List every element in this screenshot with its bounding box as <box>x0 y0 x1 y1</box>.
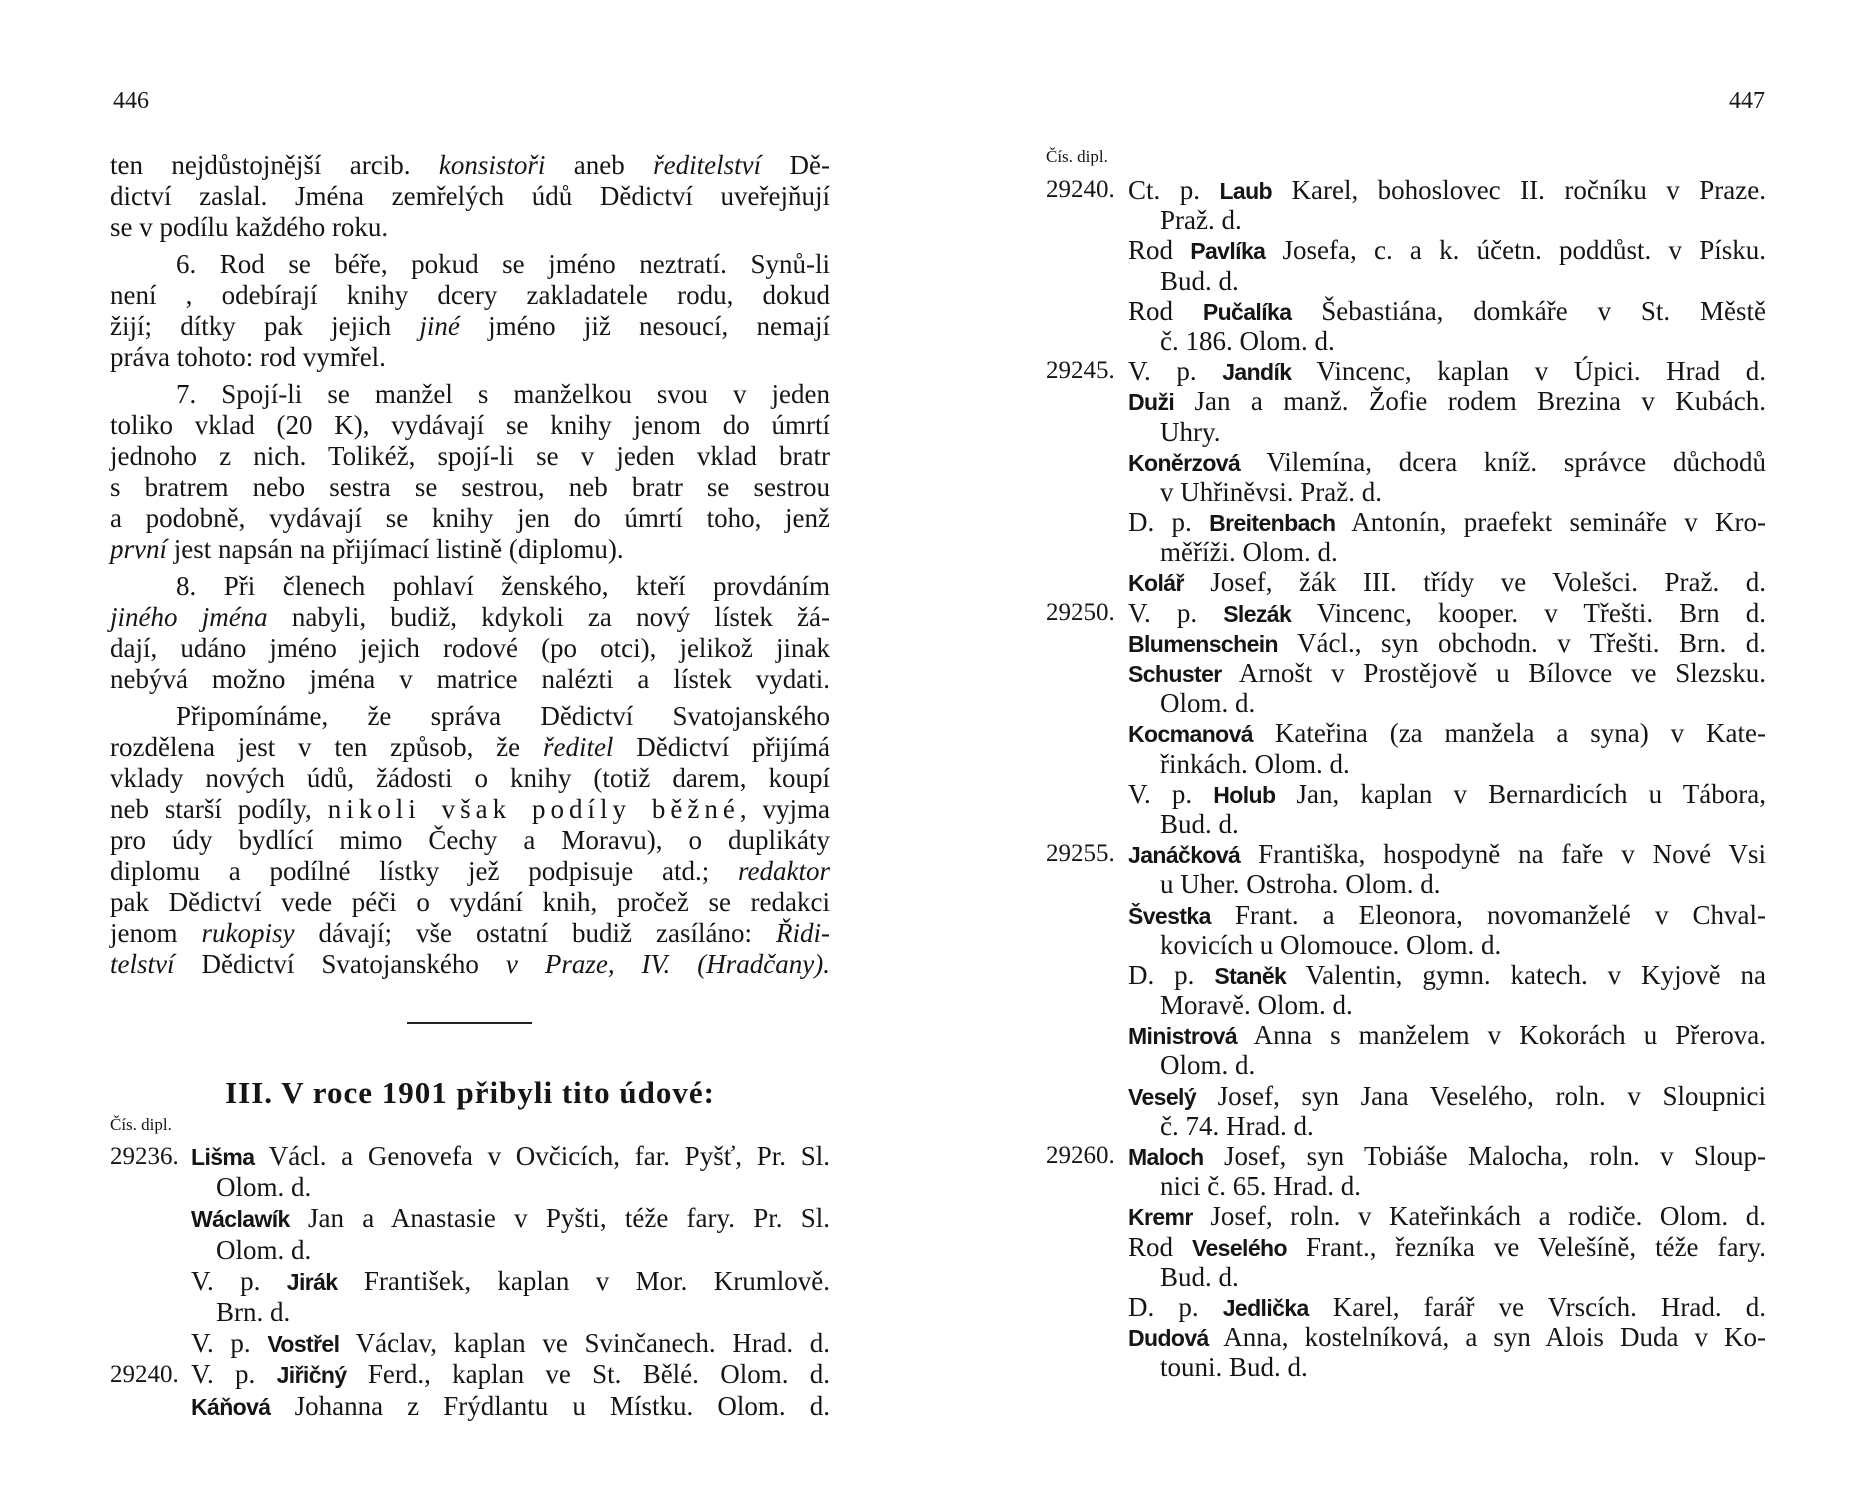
member-entry <box>1046 386 1766 416</box>
text-run: měříži. Olom. d. <box>1160 537 1338 568</box>
member-entry <box>1046 1081 1766 1111</box>
member-name: Maloch <box>1128 1144 1204 1170</box>
text-run: řinkách. Olom. d. <box>1160 748 1350 779</box>
member-entry-continuation <box>1046 809 1766 839</box>
member-entry <box>1046 507 1766 537</box>
member-name: Kolář <box>1128 570 1184 597</box>
text-run: Bud. d. <box>1160 265 1239 296</box>
member-entry <box>110 1141 830 1172</box>
text-run: D. p. <box>1128 959 1215 990</box>
paragraph <box>110 701 830 980</box>
text-run: č. 186. Olom. d. <box>1160 325 1335 356</box>
text-run: a podobně, vydávají se knihy jen do úmrtí toho, jenž <box>110 503 830 533</box>
text-run: diplomu a podílné lístky jež podpisuje atd.; <box>110 856 739 886</box>
member-entry-continuation <box>1046 537 1766 567</box>
text-run: Františka, hospodyně na faře v Nové Vsi <box>1240 839 1766 870</box>
member-entry <box>1046 628 1766 658</box>
member-name: Lišma <box>191 1144 255 1170</box>
text-line <box>110 887 830 918</box>
paragraph <box>110 571 830 695</box>
member-entry <box>1046 718 1766 748</box>
text-run: s bratrem nebo sestra se sestrou, neb bratr se sestrou <box>110 472 830 502</box>
text-run: V. p. <box>191 1359 277 1390</box>
member-name: Jiřičný <box>276 1362 347 1389</box>
left-page-number: 446 <box>113 88 149 114</box>
text-run: jest napsán na přijímací listině (diplomu). <box>167 534 624 564</box>
member-name: Pučalíka <box>1202 298 1292 325</box>
member-name: Veselý <box>1128 1083 1197 1110</box>
text-run: Rod <box>1128 1231 1193 1262</box>
member-name: Schuster <box>1128 661 1222 687</box>
text-line <box>110 342 830 373</box>
text-line <box>110 441 830 472</box>
text-run: Jan a Anastasie v Pyšti, téže fary. Pr. Sl. <box>289 1203 830 1234</box>
italic-text: v Praze, IV. (Hradčany). <box>505 949 830 979</box>
text-run: Josef, syn Tobiáše Malocha, roln. v Sloup- <box>1203 1141 1766 1171</box>
text-run: Josefa, c. a k. účetn. poddůst. v Písku. <box>1265 235 1766 266</box>
paragraph <box>110 379 830 565</box>
italic-text: konsistoři <box>438 150 546 180</box>
text-run: Václav, kaplan ve Svinčanech. Hrad. d. <box>339 1328 830 1359</box>
member-name: Pavlíka <box>1190 238 1266 265</box>
text-run: Václ. a Genovefa v Ovčicích, far. Pyšť, Pr. Sl. <box>254 1141 830 1171</box>
member-entry-continuation <box>1046 266 1766 296</box>
member-name: Dudová <box>1128 1325 1209 1352</box>
text-run: Karel, farář ve Vrscích. Hrad. d. <box>1308 1291 1767 1322</box>
text-run: dají, udáno jméno jejich rodové (po otci), jelikož jinak <box>110 633 830 663</box>
member-entry <box>110 1266 830 1297</box>
member-name: Koněrzová <box>1128 449 1241 476</box>
diploma-number: 29240. <box>110 1361 179 1389</box>
text-line <box>110 249 830 280</box>
text-run: jednoho z nich. Tolikéž, spojí-li se v jeden vklad bratr <box>110 441 830 471</box>
text-run: Moravě. Olom. d. <box>1160 990 1353 1021</box>
text-line <box>110 534 830 565</box>
text-run: František, kaplan v Mor. Krumlově. <box>337 1265 830 1296</box>
member-name: Veselého <box>1192 1234 1287 1261</box>
text-run: Olom. d. <box>1160 688 1256 719</box>
text-run: 6. Rod se béře, pokud se jméno neztratí. Synů-li <box>176 249 830 279</box>
text-line <box>110 379 830 410</box>
member-entry <box>1046 1232 1766 1262</box>
text-run: Uhry. <box>1160 416 1221 447</box>
italic-text: jiné <box>419 311 460 341</box>
diploma-number: 29255. <box>1046 840 1115 868</box>
member-name: Jandík <box>1222 359 1292 386</box>
text-run: Brn. d. <box>216 1296 291 1327</box>
member-entry-continuation <box>1046 1111 1766 1141</box>
text-run: aneb <box>545 150 654 180</box>
text-run: toliko vklad (20 K), vydávají se knihy jenom do úmrtí <box>110 410 830 440</box>
text-run: jméno již nesoucí, nemají <box>459 311 830 341</box>
text-run: Jan, kaplan v Bernardicích u Tábora, <box>1275 778 1766 809</box>
member-entry <box>1046 1201 1766 1231</box>
member-name: Staněk <box>1214 962 1287 989</box>
member-entry-continuation <box>1046 1352 1766 1382</box>
member-entry <box>110 1359 830 1390</box>
text-run: neb starší podíly, <box>110 794 328 824</box>
member-entry-continuation <box>110 1297 830 1328</box>
text-run: práva tohoto: rod vymřel. <box>110 342 386 372</box>
text-run: V. p. <box>191 1265 287 1296</box>
member-name: Duži <box>1128 389 1175 416</box>
member-name: Blumenschein <box>1128 630 1279 657</box>
member-name: Jirák <box>286 1268 338 1295</box>
text-run: Václ., syn obchodn. v Třešti. Brn. d. <box>1278 627 1766 658</box>
text-line <box>110 664 830 695</box>
text-run: jenom <box>110 918 202 948</box>
member-name: Holub <box>1213 781 1276 808</box>
member-entry <box>1046 567 1766 597</box>
text-run: Josef, žák III. třídy ve Volešci. Praž. d. <box>1183 567 1766 598</box>
member-entry-continuation <box>1046 930 1766 960</box>
member-entry-continuation <box>1046 1171 1766 1201</box>
text-run: Jan a manž. Žofie rodem Brezina v Kubách. <box>1174 386 1766 417</box>
text-run: v Uhřiněvsi. Praž. d. <box>1160 476 1382 507</box>
text-run: , vyjma <box>739 794 830 824</box>
italic-text: telství <box>110 949 175 979</box>
member-entry-continuation <box>1046 417 1766 447</box>
section-heading: III. V roce 1901 přibyli tito údové: <box>225 1075 715 1110</box>
diploma-number: 29245. <box>1046 357 1115 385</box>
text-run: Kateřina (za manžela a syna) v Kate- <box>1252 718 1766 749</box>
text-run: V. p. <box>191 1328 268 1359</box>
member-entry <box>1046 296 1766 326</box>
text-run: Olom. d. <box>216 1172 312 1203</box>
text-run: Josef, roln. v Kateřinkách a rodiče. Olom. d. <box>1192 1201 1766 1232</box>
text-run: Vincenc, kaplan v Úpici. Hrad d. <box>1291 356 1766 387</box>
member-entry-continuation <box>1046 990 1766 1020</box>
member-name: Káňová <box>191 1393 271 1420</box>
member-entry-continuation <box>1046 869 1766 899</box>
text-line <box>110 633 830 664</box>
text-line <box>110 311 830 342</box>
text-run: Rod <box>1128 235 1191 266</box>
text-run: Bud. d. <box>1160 808 1239 839</box>
text-run: Karel, bohoslovec II. ročníku v Praze. <box>1272 175 1766 205</box>
member-entry <box>1046 1020 1766 1050</box>
text-run: dictví zaslal. Jména zemřelých údů Dědictví uveřejňují <box>110 181 830 211</box>
text-run: Bud. d. <box>1160 1261 1239 1292</box>
text-line <box>110 763 830 794</box>
member-entry-continuation <box>110 1172 830 1203</box>
text-run: dávají; vše ostatní budiž zasíláno: <box>294 918 776 948</box>
member-name: Kremr <box>1128 1204 1193 1231</box>
member-entry <box>1046 235 1766 265</box>
text-run: V. p. <box>1128 597 1224 628</box>
member-entry <box>1046 839 1766 869</box>
italic-text: redaktor <box>738 856 830 886</box>
text-run: Anna, kostelníková, a syn Alois Duda v Ko- <box>1208 1322 1766 1353</box>
paragraph <box>110 249 830 373</box>
text-run: Dědictví přijímá <box>613 732 830 762</box>
member-entry-continuation <box>1046 1262 1766 1292</box>
member-name: Kocmanová <box>1128 721 1253 748</box>
member-entry <box>1046 356 1766 386</box>
member-entry <box>1046 960 1766 990</box>
text-run: rozdělena jest v ten způsob, že <box>110 732 543 762</box>
right-member-list <box>1046 175 1766 1383</box>
paragraph <box>110 150 830 243</box>
text-run: Praž. d. <box>1160 205 1242 236</box>
text-run: Vilemína, dcera kníž. správce důchodů <box>1240 446 1766 477</box>
member-entry <box>1046 1322 1766 1352</box>
text-run: ten nejdůstojnější arcib. <box>110 150 439 180</box>
italic-text: první <box>110 534 167 564</box>
text-line <box>110 212 830 243</box>
text-line <box>110 825 830 856</box>
text-line <box>110 571 830 602</box>
italic-text: Řidi- <box>776 918 830 948</box>
text-run: pak Dědictví vede péči o vydání knih, pročež se redakci <box>110 887 830 917</box>
text-run: se v podílu každého roku. <box>110 212 389 242</box>
member-entry <box>110 1203 830 1234</box>
member-entry <box>1046 1141 1766 1171</box>
text-run: Frant., řezníka ve Velešíně, téže fary. <box>1286 1231 1766 1262</box>
text-run: Dě- <box>761 150 831 180</box>
member-entry-continuation <box>1046 205 1766 235</box>
member-entry-continuation <box>1046 477 1766 507</box>
text-run: V. p. <box>1128 778 1214 809</box>
text-run: č. 74. Hrad. d. <box>1160 1110 1314 1141</box>
text-run: Šebastiána, domkáře v St. Městě <box>1291 295 1766 326</box>
italic-text: rukopisy <box>201 918 295 948</box>
text-run: Olom. d. <box>1160 1050 1256 1081</box>
text-run: není , odebírají knihy dcery zakladatele rodu, dokud <box>110 280 830 310</box>
text-run: Josef, syn Jana Veselého, roln. v Sloupnici <box>1196 1080 1766 1111</box>
text-run: Antonín, praefekt semináře v Kro- <box>1335 507 1767 538</box>
text-line <box>110 503 830 534</box>
text-line <box>110 856 830 887</box>
text-run: Valentin, gymn. katech. v Kyjově na <box>1286 959 1766 990</box>
section-divider <box>407 1022 532 1024</box>
text-line <box>110 732 830 763</box>
member-name: Jedlička <box>1222 1294 1309 1321</box>
member-entry-continuation <box>1046 1050 1766 1080</box>
text-run: D. p. <box>1128 507 1210 538</box>
left-column-label: Čís. dipl. <box>110 1115 172 1134</box>
text-run: nici č. 65. Hrad. d. <box>1160 1171 1361 1202</box>
text-run: nebývá možno jména v matrice nalézti a lístek vydati. <box>110 664 830 694</box>
diploma-number: 29260. <box>1046 1142 1115 1169</box>
left-member-list <box>110 1141 830 1422</box>
text-line <box>110 181 830 212</box>
italic-text: jiného jména <box>110 602 268 632</box>
member-entry <box>110 1391 830 1422</box>
text-run: pro údy bydlící mimo Čechy a Moravu), o duplikáty <box>110 825 830 855</box>
text-line <box>110 280 830 311</box>
member-name: Ministrová <box>1128 1023 1238 1050</box>
text-run: Anna s manželem v Kokorách u Přerova. <box>1237 1020 1766 1051</box>
member-name: Švestka <box>1128 902 1211 929</box>
diploma-number: 29240. <box>1046 176 1115 203</box>
right-column-label: Čís. dipl. <box>1046 147 1108 166</box>
member-entry-continuation <box>110 1235 830 1266</box>
text-line <box>110 602 830 633</box>
member-entry <box>1046 779 1766 809</box>
member-entry-continuation <box>1046 326 1766 356</box>
text-run: Olom. d. <box>216 1234 312 1265</box>
member-name: Vostřel <box>267 1331 340 1358</box>
text-run: Ferd., kaplan ve St. Bělé. Olom. d. <box>346 1359 830 1390</box>
text-line <box>110 949 830 980</box>
text-run: Arnošt v Prostějově u Bílovce ve Slezsku. <box>1221 658 1766 688</box>
member-entry <box>1046 1292 1766 1322</box>
member-entry <box>110 1328 830 1359</box>
member-name: Breitenbach <box>1209 510 1336 537</box>
text-run: kovicích u Olomouce. Olom. d. <box>1160 929 1502 960</box>
text-run: V. p. <box>1128 356 1223 387</box>
member-entry <box>1046 658 1766 688</box>
left-page-body-text <box>110 150 830 980</box>
member-name: Laub <box>1219 178 1273 204</box>
text-line <box>110 794 830 825</box>
member-entry <box>1046 447 1766 477</box>
member-entry <box>1046 900 1766 930</box>
member-name: Slezák <box>1223 600 1292 627</box>
diploma-number: 29236. <box>110 1143 179 1170</box>
right-page-number: 447 <box>1729 88 1765 114</box>
text-run: touni. Bud. d. <box>1160 1352 1308 1383</box>
text-run: nabyli, budiž, kdykoli za nový lístek žá- <box>267 602 830 632</box>
diploma-number: 29250. <box>1046 598 1115 626</box>
member-name: Janáčková <box>1128 842 1241 869</box>
member-name: Wáclawík <box>191 1206 290 1233</box>
text-run: nikoli však podíly běžné <box>327 794 740 824</box>
text-run: Vincenc, kooper. v Třešti. Brn d. <box>1291 597 1766 628</box>
text-run: Frant. a Eleonora, novomanželé v Chval- <box>1210 899 1766 930</box>
text-run: vklady nových údů, žádosti o knihy (totiž darem, koupí <box>110 763 830 793</box>
text-run: 8. Při členech pohlaví ženského, kteří provdáním <box>176 571 830 601</box>
text-run: Rod <box>1128 295 1203 326</box>
text-run: Dědictví Svatojanského <box>174 949 506 979</box>
text-run: žijí; dítky pak jejich <box>110 311 420 341</box>
text-line <box>110 150 830 181</box>
text-run: D. p. <box>1128 1291 1223 1322</box>
member-entry-continuation <box>1046 688 1766 718</box>
text-run: Johanna z Frýdlantu u Místku. Olom. d. <box>270 1390 830 1421</box>
text-run: Ct. p. <box>1128 175 1220 205</box>
text-line <box>110 918 830 949</box>
text-run: Připomínáme, že správa Dědictví Svatojanského <box>176 701 830 731</box>
text-line <box>110 701 830 732</box>
text-line <box>110 410 830 441</box>
italic-text: ředitelství <box>653 150 762 180</box>
member-entry <box>1046 175 1766 205</box>
text-run: u Uher. Ostroha. Olom. d. <box>1160 869 1441 900</box>
italic-text: ředitel <box>542 732 614 762</box>
member-entry <box>1046 598 1766 628</box>
text-line <box>110 472 830 503</box>
text-run: 7. Spojí-li se manžel s manželkou svou v jeden <box>176 379 830 409</box>
member-entry-continuation <box>1046 749 1766 779</box>
